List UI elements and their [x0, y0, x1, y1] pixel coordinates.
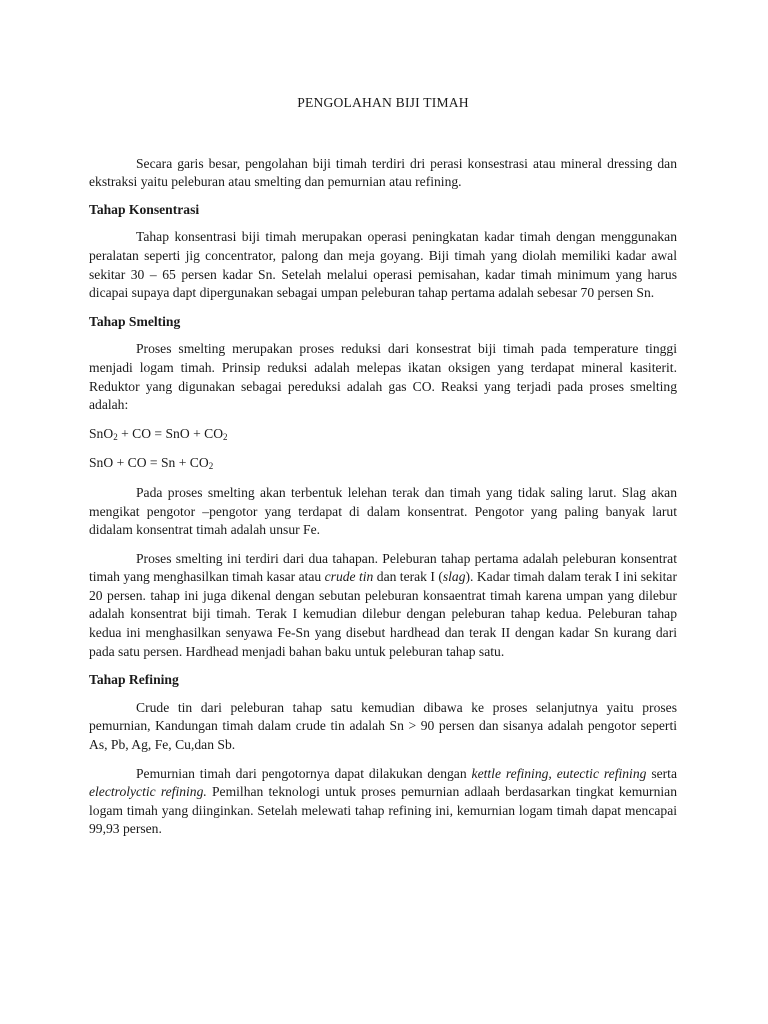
eq1-part-b: + CO = SnO + CO: [117, 425, 224, 441]
r2-text-2: serta: [646, 765, 677, 781]
p3-italic-crude-tin: crude tin: [324, 569, 374, 585]
section-heading-smelting: Tahap Smelting: [89, 313, 181, 329]
p3-italic-slag: slag: [442, 569, 466, 585]
r2-text-3: Pemilhan teknologi untuk proses pemurnian adlaah berdasarkan tingkat kemurnian logam timah yang diinginkan. Setelah melewati tahap refining ini, kemurnian logam timah dapat mencapai 99,93 persen.: [89, 784, 677, 837]
refining-paragraph-1: Crude tin dari peleburan tahap satu kemudian dibawa ke proses selanjutnya yaitu proses pemurnian, Kandungan timah dalam crude tin adalah Sn > 90 persen dan sisanya adalah pengotor seperti As, Pb, Ag, Fe, Cu,dan Sb.: [89, 699, 677, 753]
section-heading-konsentrasi: Tahap Konsentrasi: [89, 201, 200, 217]
reaction-equation-2: [89, 454, 677, 473]
refining-paragraph-2: [89, 765, 677, 839]
eq1-part-a: SnO: [89, 425, 114, 441]
smelting-paragraph-2: Pada proses smelting akan terbentuk lelehan terak dan timah yang tidak saling larut. Slag akan mengikat pengotor –pengotor yang terdapat di dalam konsentrat. Pengotor yang paling banyak larut didalam konsentrat timah adalah unsur Fe.: [89, 484, 677, 538]
p3-text-3: ). Kadar timah dalam terak I ini sekitar 20 persen. tahap ini juga dikenal dengan sebutan peleburan konsaentrat timah karena umpan yang dilebur adalah konsentrat biji timah. Terak I kemudian dilebur dengan peleburan tahap kedua. Peleburan tahap kedua ini menghasilkan senyawa Fe-Sn yang disebut hardhead dan terak II dengan kadar Sn kurang dari pada satu persen. Hardhead menjadi bahan baku untuk peleburan tahap satu.: [89, 569, 677, 659]
document-title: PENGOLAHAN BIJI TIMAH: [297, 95, 469, 110]
r2-italic-kettle-eutectic: kettle refining, eutectic refining: [471, 765, 647, 781]
eq2-part-a: SnO + CO = Sn + CO: [89, 455, 209, 471]
p3-text-2: dan terak I (: [373, 569, 443, 585]
smelting-paragraph-1: Proses smelting merupakan proses reduksi dari konsestrat biji timah pada temperature tinggi menjadi logam timah. Prinsip reduksi adalah melepas ikatan oksigen yang terdapat mineral kasiterit. Reduktor yang digunakan sebagai pereduksi adalah gas CO. Reaksi yang terjadi pada proses smelting adalah:: [89, 341, 677, 413]
reaction-equation-1: [89, 425, 677, 444]
r2-text-1: Pemurnian timah dari pengotornya dapat dilakukan dengan: [136, 765, 472, 781]
r2-italic-electrolytic: electrolyctic refining.: [89, 784, 207, 800]
section-heading-refining: Tahap Refining: [89, 672, 179, 688]
eq1-subscript-b: 2: [223, 431, 228, 442]
p3-text-1: Proses smelting ini terdiri dari dua tahapan. Peleburan tahap pertama adalah peleburan konsentrat timah yang menghasilkan timah kasar atau: [89, 550, 677, 585]
smelting-paragraph-3: [89, 550, 677, 662]
eq1-subscript-a: 2: [113, 431, 118, 442]
eq2-subscript-a: 2: [208, 461, 214, 472]
konsentrasi-paragraph: Tahap konsentrasi biji timah merupakan operasi peningkatan kadar timah dengan menggunakan peralatan seperti jig concentrator, palong dan meja goyang. Biji timah yang diolah memiliki kadar awal sekitar 30 – 65 persen kadar Sn. Setelah melalui operasi pemisahan, kadar timah minimum yang harus dicapai supaya dapt dipergunakan sebagai umpan peleburan tahap pertama adalah sebesar 70 persen Sn.: [89, 229, 677, 301]
intro-paragraph: Secara garis besar, pengolahan biji timah terdiri dri perasi konsestrasi atau mineral dressing dan ekstraksi yaitu peleburan atau smelting dan pemurnian atau refining.: [89, 155, 677, 190]
